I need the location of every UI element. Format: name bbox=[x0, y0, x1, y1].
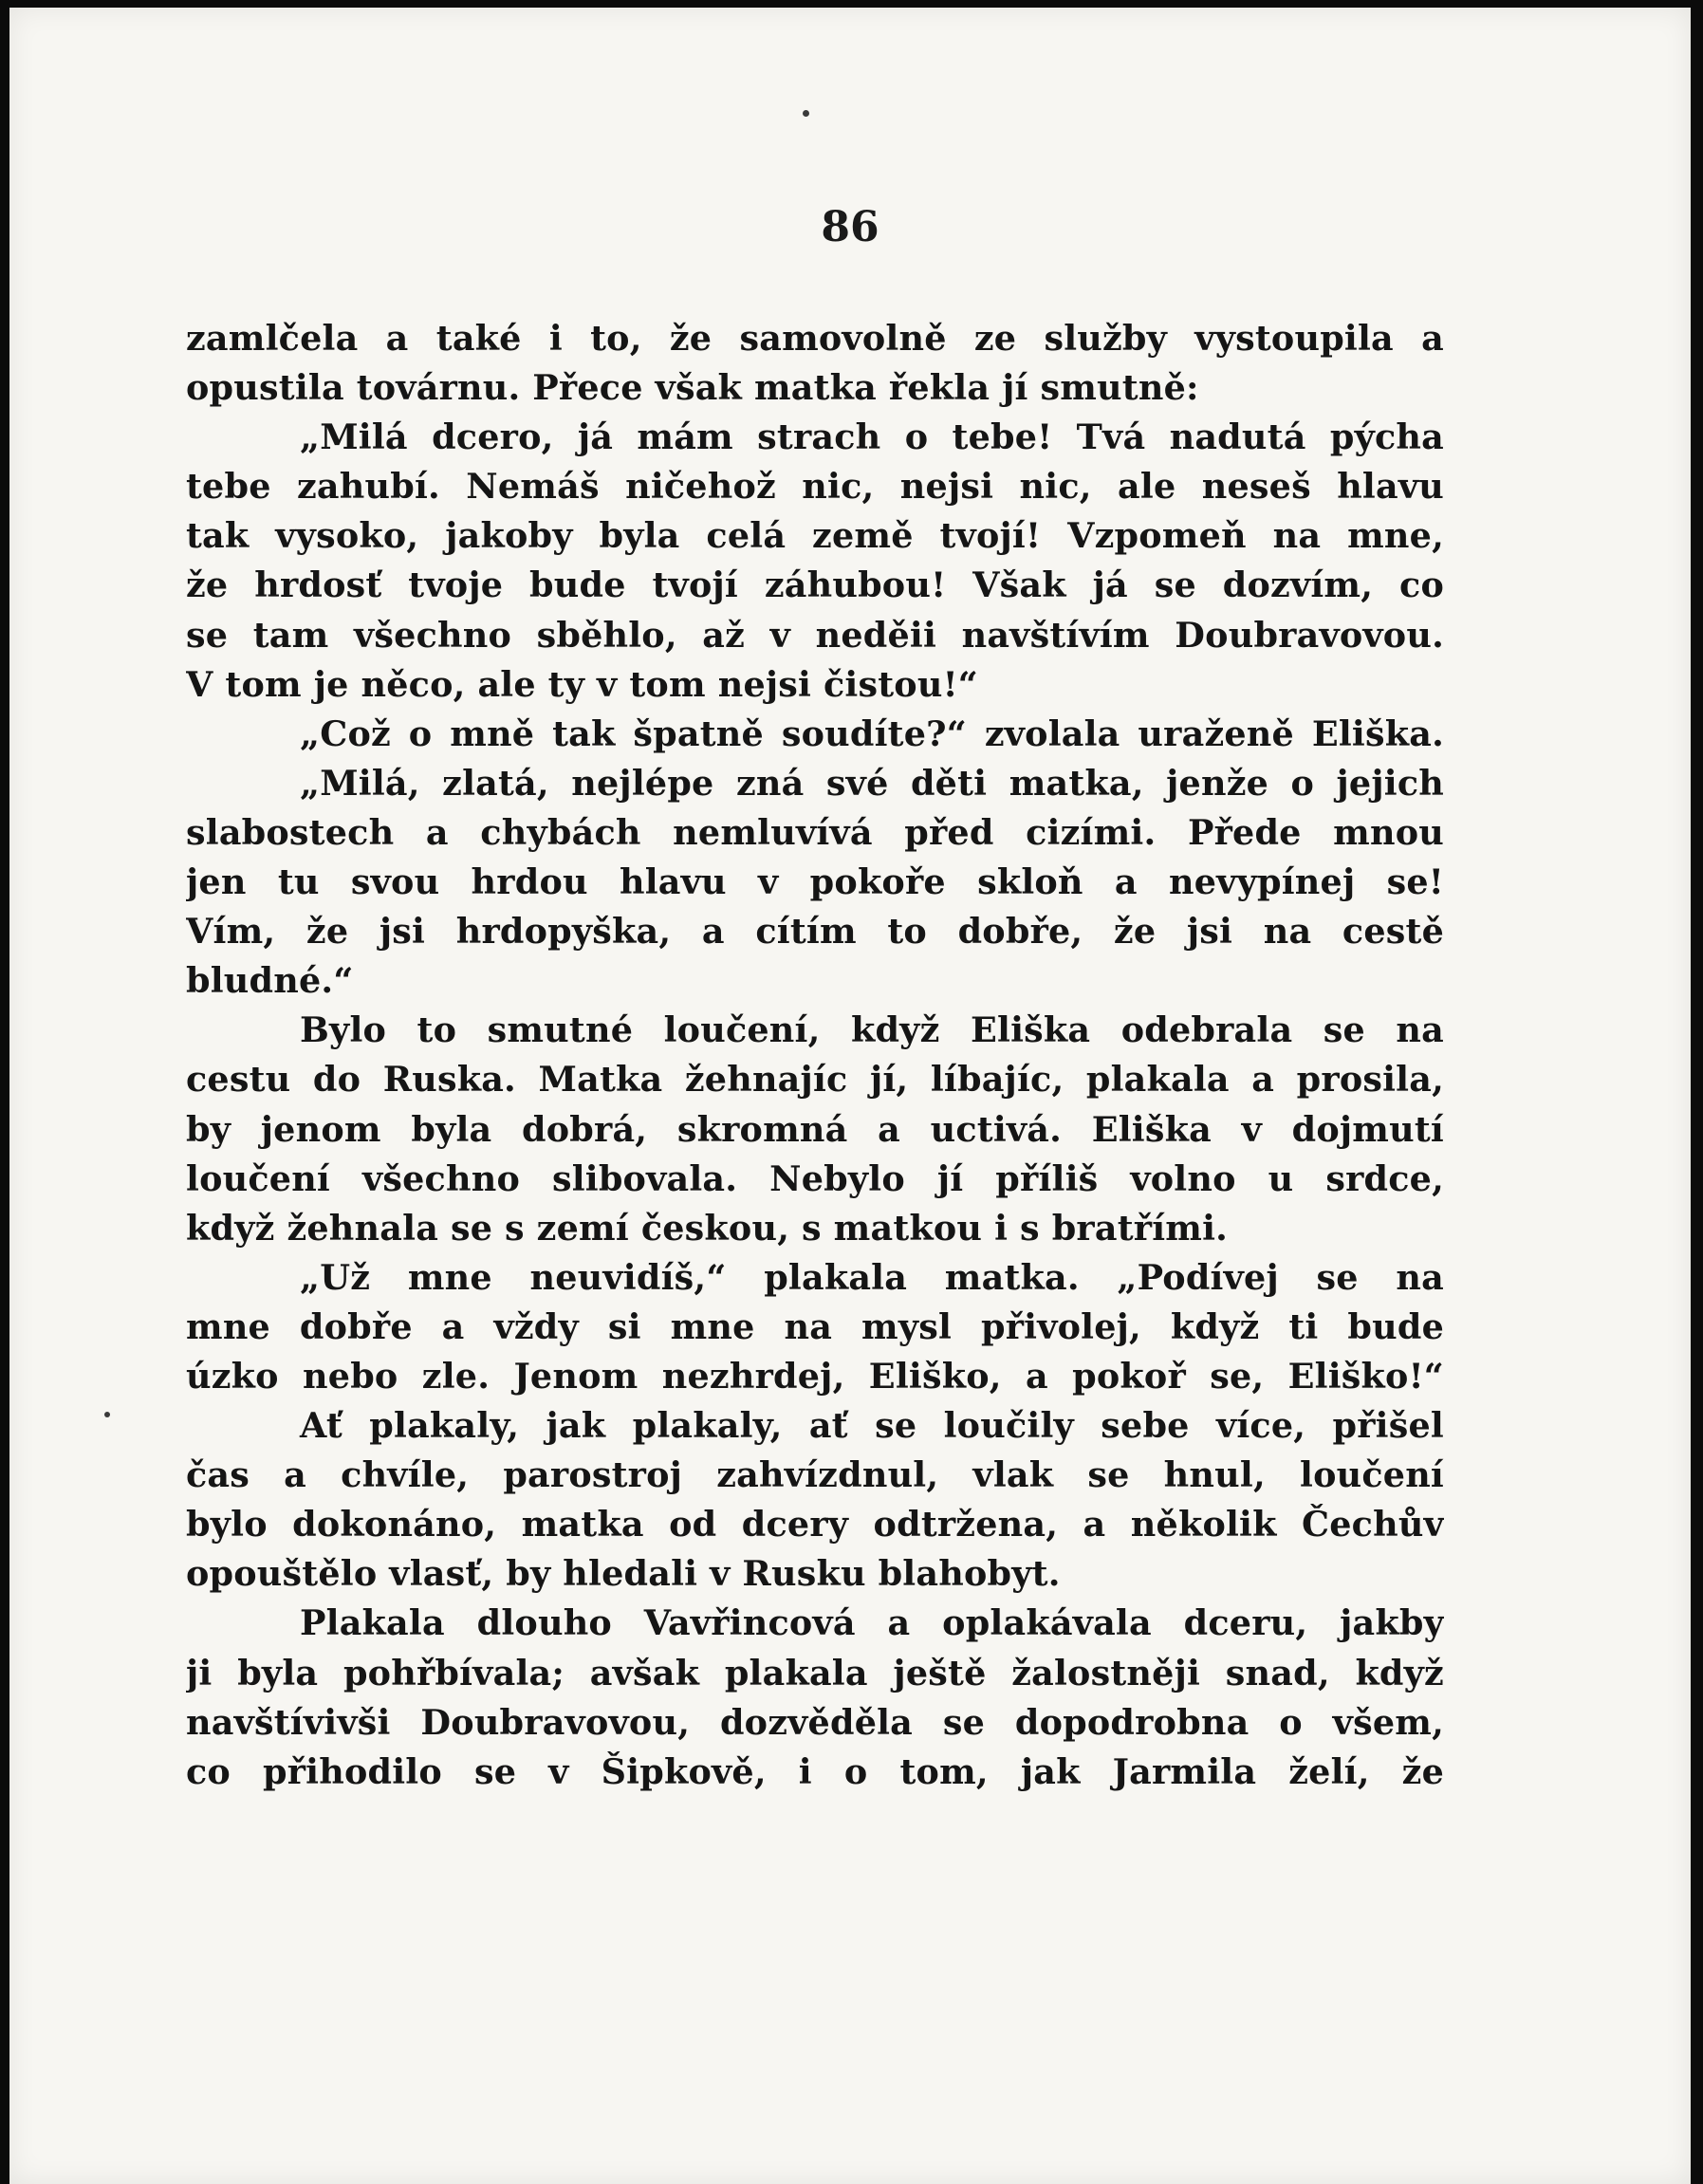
text-line: slabostech a chybách nemluvívá před cizími. Přede mnou bbox=[186, 811, 1444, 853]
text-line: že hrdosť tvoje bude tvojí záhubou! Však já se dozvím, co bbox=[186, 565, 1444, 606]
text-line: čas a chvíle, parostroj zahvízdnul, vlak se hnul, loučení bbox=[186, 1454, 1444, 1496]
text-line: Ať plakaly, jak plakaly, ať se loučily sebe více, přišel bbox=[300, 1405, 1444, 1447]
text-line: se tam všechno sběhlo, až v neděii navštívím Doubravovou. bbox=[186, 614, 1444, 656]
text-line: „Už mne neuvidíš,“ plakala matka. „Podívej se na bbox=[300, 1256, 1444, 1298]
text-line: „Milá, zlatá, nejlépe zná své děti matka, jenže o jejich bbox=[300, 762, 1444, 804]
text-line: Bylo to smutné loučení, když Eliška odebrala se na bbox=[300, 1009, 1444, 1051]
text-line: Vím, že jsi hrdopyška, a cítím to dobře, že jsi na cestě bbox=[186, 911, 1444, 953]
text-line: „Což o mně tak špatně soudíte?“ zvolala uraženě Eliška. bbox=[300, 713, 1444, 754]
text-line: úzko nebo zle. Jenom nezhrdej, Eliško, a pokoř se, Eliško!“ bbox=[186, 1355, 1444, 1397]
text-line: by jenom byla dobrá, skromná a uctivá. Eliška v dojmutí bbox=[186, 1108, 1444, 1150]
page-number: 86 bbox=[821, 203, 879, 251]
text-line: mne dobře a vždy si mne na mysl přivolej, když ti bude bbox=[186, 1305, 1444, 1347]
text-line: tak vysoko, jakoby byla celá země tvojí! Vzpomeň na mne, bbox=[186, 515, 1444, 557]
text-line: opouštělo vlasť, by hledali v Rusku blahobyt. bbox=[186, 1553, 1061, 1595]
text-line: opustila továrnu. Přece však matka řekla jí smutně: bbox=[186, 367, 1199, 409]
body-text bbox=[186, 314, 1444, 1797]
text-line: jen tu svou hrdou hlavu v pokoře skloň a nevypínej se! bbox=[186, 861, 1444, 903]
text-line: tebe zahubí. Nemáš ničehož nic, nejsi nic, ale neseš hlavu bbox=[186, 466, 1444, 508]
print-speck bbox=[104, 1412, 110, 1417]
book-page bbox=[9, 8, 1691, 2184]
text-line: ji byla pohřbívala; avšak plakala ještě žalostněji snad, když bbox=[186, 1652, 1444, 1694]
text-line: bylo dokonáno, matka od dcery odtržena, a několik Čechův bbox=[186, 1504, 1444, 1545]
text-line: co přihodilo se v Šipkově, i o tom, jak Jarmila želí, že bbox=[186, 1750, 1444, 1792]
print-speck bbox=[803, 110, 809, 117]
text-line: bludné.“ bbox=[186, 960, 354, 1002]
text-line: Plakala dlouho Vavřincová a oplakávala dceru, jakby bbox=[300, 1602, 1444, 1644]
text-line: V tom je něco, ale ty v tom nejsi čistou!“ bbox=[186, 663, 978, 705]
text-line: „Milá dcero, já mám strach o tebe! Tvá nadutá pýcha bbox=[300, 416, 1444, 458]
text-line: zamlčela a také i to, že samovolně ze služby vystoupila a bbox=[186, 318, 1444, 359]
text-line: když žehnala se s zemí českou, s matkou i s bratřími. bbox=[186, 1207, 1229, 1249]
text-line: cestu do Ruska. Matka žehnajíc jí, líbajíc, plakala a prosila, bbox=[186, 1059, 1444, 1101]
text-line: navštívivši Doubravovou, dozvěděla se dopodrobna o všem, bbox=[186, 1701, 1444, 1743]
text-line: loučení všechno slibovala. Nebylo jí příliš volno u srdce, bbox=[186, 1157, 1444, 1199]
